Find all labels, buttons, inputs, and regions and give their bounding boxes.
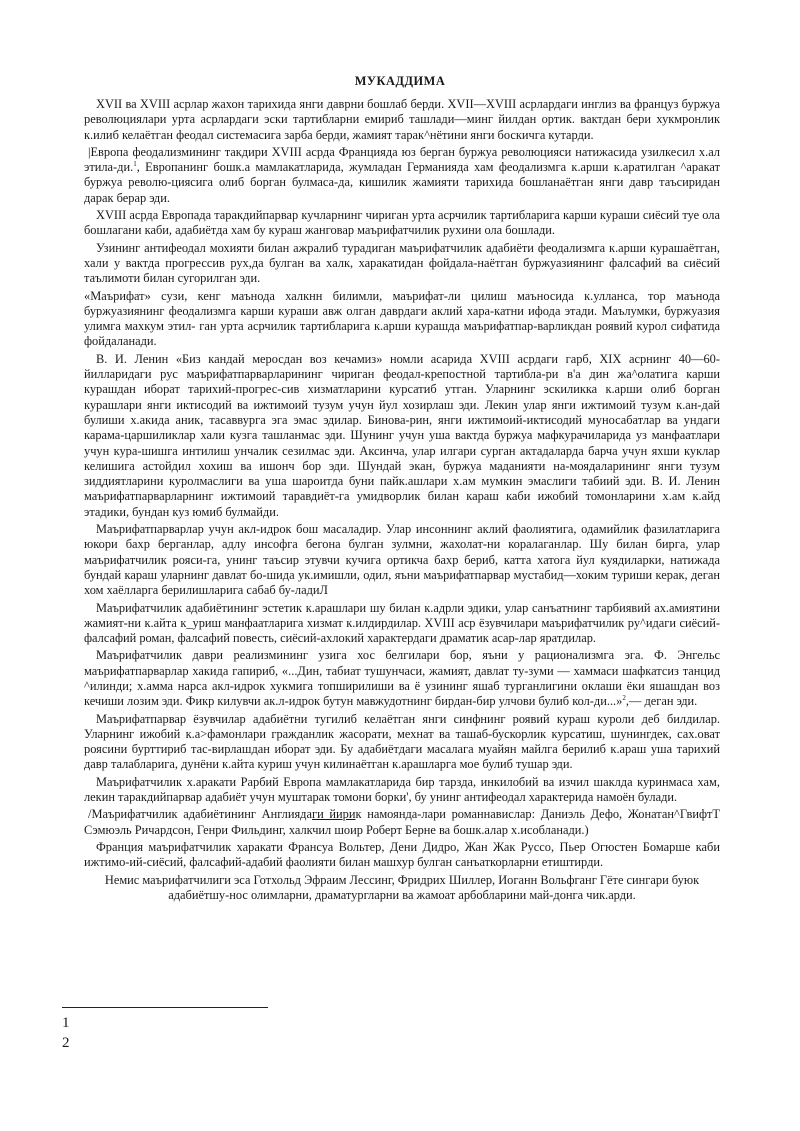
footnote-2: 2 [62,1035,70,1051]
paragraph-7: Маърифатпарварлар учун акл-идрок бош масаладир. Улар инсоннинг аклий фаолиятига, одамийлик фазилатларига юкори бахр берганлар, адлу инсофга бегона булган зулмни, жахолат-ни коралаганлар. Шу билан бирга, улар маърифатчилик рояси-га, унинг таъсир этувчи кучига ортикча бахр бериб, катта хатога йул куядиларки, натижада бундай караш уларнинг давлат бо-шида ук.имишли, одил, яъни маърифатпарвар мустабид—хоким туриши керак, деган хом хаёлларга берилишларига сабаб бу-ладиЛ [84,522,720,598]
footnote-separator [62,1007,268,1008]
footnote-ref-2[interactable]: 2 [622,694,626,703]
paragraph-11: Маърифатчилик х.аракати Рарбий Европа мамлакатларида бир тарзда, инкилобий ва изчил шаклда куринмаса хам, лекин таракдийпарвар адабиёт учун муштарак томони борки', бу унинг антифеодал характерида намоён булади. [84,774,720,805]
paragraph-8: Маърифатчилик адабиётининг эстетик к.арашлари шу билан к.адрли эдики, улар санъатнинг тарбиявий ах.амиятини жамият-ни к.айта к_уриш манфаатларига хизмат к.илдирдилар. XVIII аср ёзувчилари маърифатчилик ру^идаги сиёсий-фалсафий роман, фалсафий повесть, сиёсий-ахлокий характердаги драматик асар-лар яратдилар. [84,600,720,646]
paragraph-9-text-a: Маърифатчилик даври реализмининг узига хос белгилари бор, яъни у рационализмга эга. Ф. Энгельс маърифатпарварлар хакида гапириб, «...Дин, табиат тушунчаси, жамият, давлат ту-зуми — хаммаси шафкатсиз танцид ^илинди; х.амма нарса акл-идрок хукмига топширилиши ва ё узининг яшаб турганлигини оклаши ёки яшашдан воз кечиши лозим эди. Фикр килувчи ак.л-идрок бутун мавжудотнинг бирдан-бир улчови булиб кол-ди...» [84,648,720,709]
paragraph-12-text-a: /Маърифатчилик адабиётининг Англияда [88,807,312,822]
footnote-1: 1 [62,1015,70,1031]
paragraph-9 [84,648,720,709]
paragraph-9-text-b: ,— деган эди. [625,694,698,709]
footnote-ref-1[interactable]: 1 [133,160,137,169]
paragraph-3: XVIII асрда Европада таракдийпарвар кучларнинг чириган урта асрчилик тартибларига карши кураши сиёсий туе ола бошлагани каби, адабиётда хам бу кураш жанговар маърифатчилик рухини ола бошлади. [84,208,720,238]
paragraph-2-text-a: |Европа феодализмининг такдири XVIII асрда Францияда юз берган буржуа революцияси натижасида узилкесил х.ал этила-ди. [84,144,720,175]
document-body [84,97,720,905]
paragraph-2-text-b: , Европанинг бошк.а мамлакатларида, жумладан Германияда хам феодализмга к.арши к.аратилган ^аракат буржуа револю-циясига олиб борган булмаса-да, кишилик жамияти тарихида бошланаётган янги давр таъсиридан дарак берар эди. [84,160,720,205]
paragraph-12-text-b: к намоянда-лари романнавислар: Даниэль Дефо, Жонатан^ГвифтТ Сэмюэль Ричардсон, Генри Фильдинг, халкчил шоир Роберт Берне ва бошк.алар х.исобланади.) [84,807,721,837]
paragraph-10-text-b: Уларнинг ижобий к.а>фамонлари гражданлик жасорати, мехнат ва ташаб-бускорлик курсатиш, шунингдек, сах.оват роясини бурттириб тас-вирлашдан иборат эди. Бу адабиётдаги масалага муайян майлга берилиб к.араш уша тарихий давр талабларига, дунёни к.айта куриш учун килинаётган к.арашларга мое булиб тушар эди. [84,726,720,772]
paragraph-4: Узининг антифеодал мохияти билан ажралиб турадиган маърифатчилик адабиёти феодализмга к.арши курашаётган, хали у вактда прогрессив рух,да булган ва халк, харакатидан фойдала-наётган буржуазиянинг фалсафий ва сиёсий таълимоти билан сугорилган эди. [84,240,720,286]
paragraph-1: XVII ва XVIII асрлар жахон тарихида янги даврни бошлаб берди. XVII—XVIII асрлардаги инглиз ва француз буржуа революциялари урта асрлардаги эски тартибларни емириб ташлади—минг йилдан ортик. вактдан бери хукмронлик к.илиб келаётган феодал системасига зарба берди, жамият тарак^нётини янги боскичга кутарди. [84,97,720,142]
paragraph-10-text-a: Маърифатпарвар ёзувчилар адабиётни тугилиб келаётган янги синфнинг роявий кураш куроли деб билдилар. [96,711,720,726]
paragraph-6: В. И. Ленин «Биз кандай меросдан воз кечамиз» номли асарида XVIII асрдаги гарб, XIX асрнинг 40—60-йилларидаги рус маърифатпарварларининг чириган феодал-крепостной тартибла-ри в'а дин жа^олатига карши курашдан иборат тарихий-прогрес-сив хизматларини курсатиб утган. Уларнинг эскиликка к.арши олиб борган курашлари янги иктисодий ва ижтимоий тузум учун йул хозирлаш эди. Лекин улар янги ижтимоий тузум к.ан-дай булиши х.акида аник, тасаввурга эга эмас эдилар. Бинова-рин, янги ижтимоий-иктисодий муносабатлар ва ундаги карама-царшиликлар хали кузга ташланмас эди. Шунинг учун уша вактда буржуа мафкурачиларида уз манфаатлари учун кура-шишга интилиш унчалик сезилмас эди. Аксинча, улар илгари сурган актадаларда барча учун яхши куклар келишига астойдил хохиш ва ишонч бор эди. Шундай экан, буржуа маданияти на-моядаларининг янги тузум зиддиятларини куролмаслиги ва уша шароитда буни пайк.ашлари х.ам мумкин эмаслиги табиий эди. В. И. Ленин маърифатпарварларнинг ижтимоий таравдиёт-га умидворлик билан караш каби ижобий томонларини х.ам к.айд этадики, бундан куз юмиб булмайди. [84,351,720,519]
paragraph-14: Немис маърифатчилиги эса Готхольд Эфраим Лессинг, Фридрих Шиллер, Иоганн Вольфганг Гёте сингари буюк адабиётшу-нос олимларни, драматургларни ва жамоат арбобларини май-донга чик.арди. [104,872,700,902]
paragraph-5: «Маърифат» сузи, кенг маънода халкнн билимли, маърифат-ли цилиш маъносида к.улланса, тор маънода буржуазиянинг феодализмга карши кураши авж олган даврдаги аклий хара-катни ифода этади. Маълумки, буржуазия улимга махкум этил- ган урта асрчилик тартибларига к.арши курашда маърифатпар-варликдан роявий курол сифатида фойдаланади. [84,288,720,349]
paragraph-2 [84,145,720,206]
paragraph-13: Франция маърифатчилик харакати Франсуа Вольтер, Дени Дидро, Жан Жак Руссо, Пьер Огюстен Бомарше каби ижтимо-ий-сиёсий, фалсафий-адабий фаолияти билан машхур булган санъаткорларни етиштирди. [84,839,720,870]
paragraph-12 [84,807,720,838]
paragraph-10 [84,712,720,773]
paragraph-12-underlined: ги йири [312,807,356,822]
page-title: МУКАДДИМА [354,74,446,88]
